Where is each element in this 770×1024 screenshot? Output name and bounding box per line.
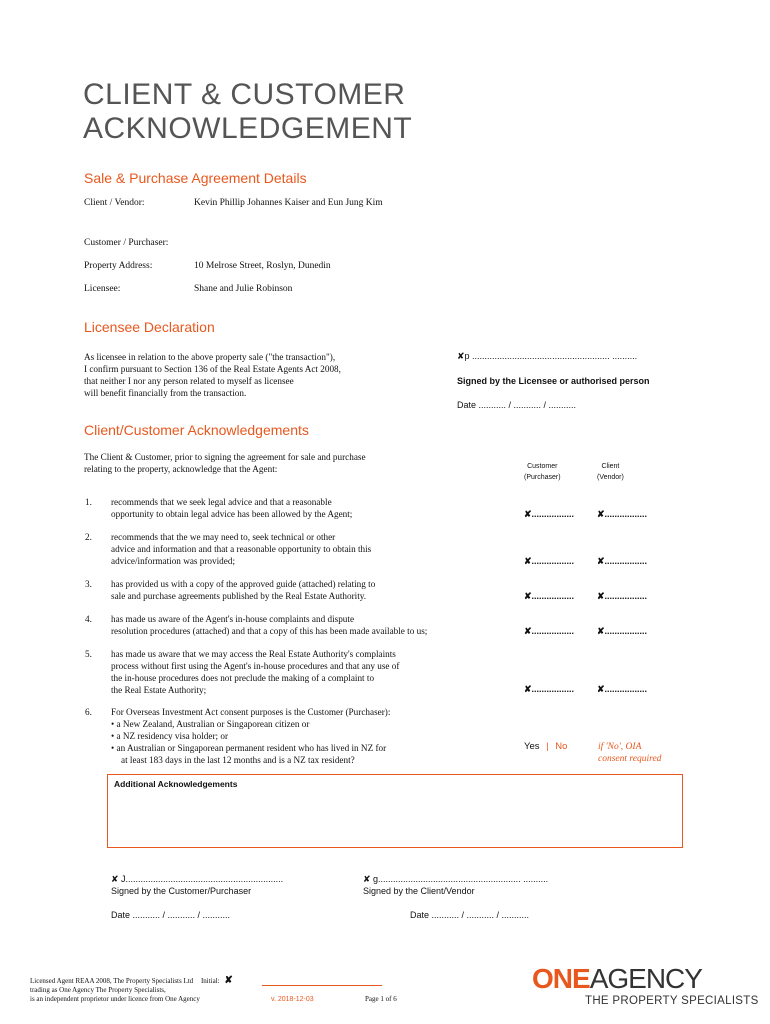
declaration-line-2: I confirm pursuant to Section 136 of the Real Estate Agents Act 2008,	[84, 364, 341, 374]
footer-line-1	[30, 976, 233, 986]
item-5-line-2: process without first using the Agent's in-house procedures and that any use of	[111, 661, 400, 671]
item-3-text	[111, 578, 511, 602]
column-vendor-label: (Vendor)	[597, 474, 624, 481]
item-6-line-2: • a New Zealand, Australian or Singaporean citizen or	[111, 719, 310, 729]
oia-note	[598, 741, 661, 765]
intro-line-1: The Client & Customer, prior to signing the agreement for sale and purchase	[84, 452, 366, 462]
footer-initial-mark[interactable]: ✘	[224, 975, 233, 986]
item-4-line-1: has made us aware of the Agent's in-house complaints and dispute	[111, 614, 355, 624]
client-date-field[interactable]: Date ........... / ........... / ...........	[410, 910, 530, 920]
item-2-customer-sign[interactable]: ✘.................	[524, 556, 575, 566]
licensee-signature-line[interactable]: ✘p ....................................................... ..........	[457, 351, 638, 361]
logo-agency-text: AGENCY	[589, 963, 702, 994]
property-address-value: 10 Melrose Street, Roslyn, Dunedin	[194, 261, 331, 271]
page-title-line-1: CLIENT & CUSTOMER	[83, 78, 406, 111]
declaration-line-4: will benefit financially from the transaction.	[84, 388, 247, 398]
item-1-customer-sign[interactable]: ✘.................	[524, 509, 575, 519]
declaration-heading: Licensee Declaration	[84, 319, 215, 335]
additional-acknowledgements-box[interactable]	[107, 774, 683, 848]
footer-page-number: Page 1 of 6	[365, 995, 397, 1003]
customer-purchaser-label: Customer / Purchaser:	[84, 238, 169, 248]
oia-separator: |	[546, 741, 549, 752]
item-3-line-1: has provided us with a copy of the approved guide (attached) relating to	[111, 579, 376, 589]
client-signed-by-label: Signed by the Client/Vendor	[363, 886, 475, 896]
item-6-line-1: For Overseas Investment Act consent purposes is the Customer (Purchaser):	[111, 707, 391, 717]
item-5-text	[111, 648, 511, 696]
oia-note-line-2: consent required	[598, 754, 662, 764]
item-5-line-3: the in-house procedures does not preclude the making of a complaint to	[111, 673, 375, 683]
item-4-customer-sign[interactable]: ✘.................	[524, 626, 575, 636]
oia-yes-no	[524, 741, 567, 752]
item-1-line-1: recommends that we seek legal advice and that a reasonable	[111, 497, 332, 507]
item-2-number: 2.	[85, 532, 92, 542]
footer-line-2: trading as One Agency The Property Specialists,	[30, 986, 166, 994]
client-vendor-label: Client / Vendor:	[84, 198, 145, 208]
item-6-line-4: • an Australian or Singaporean permanent resident who has lived in NZ for	[111, 743, 387, 753]
footer-version: v. 2018-12-03	[271, 996, 314, 1003]
item-2-line-2: advice and information and that a reasonable opportunity to obtain this	[111, 544, 372, 554]
property-address-label: Property Address:	[84, 261, 153, 271]
item-1-number: 1.	[85, 497, 92, 507]
column-customer-label: Customer	[527, 463, 558, 470]
details-heading: Sale & Purchase Agreement Details	[84, 170, 307, 186]
item-4-client-sign[interactable]: ✘.................	[597, 626, 648, 636]
item-5-customer-sign[interactable]: ✘.................	[524, 684, 575, 694]
column-client-header	[597, 463, 624, 481]
client-signature-line[interactable]: ✘ g......................................................... ..........	[363, 874, 549, 884]
oia-yes-option[interactable]: Yes	[524, 741, 540, 752]
client-vendor-value: Kevin Phillip Johannes Kaiser and Eun Jung Kim	[194, 198, 383, 208]
item-2-text	[111, 531, 511, 567]
item-4-number: 4.	[85, 614, 92, 624]
item-2-client-sign[interactable]: ✘.................	[597, 556, 648, 566]
acknowledgements-intro	[84, 451, 366, 475]
item-3-customer-sign[interactable]: ✘.................	[524, 591, 575, 601]
item-6-number: 6.	[85, 707, 92, 717]
licensee-label: Licensee:	[84, 284, 121, 294]
declaration-line-1: As licensee in relation to the above property sale ("the transaction"),	[84, 352, 336, 362]
declaration-line-3: that neither I nor any person related to myself as licensee	[84, 376, 294, 386]
column-purchaser-label: (Purchaser)	[524, 474, 561, 481]
item-5-line-4: the Real Estate Authority;	[111, 685, 207, 695]
item-3-number: 3.	[85, 579, 92, 589]
additional-acknowledgements-label: Additional Acknowledgements	[114, 779, 238, 789]
column-client-label: Client	[601, 463, 620, 470]
logo-one-text: ONE	[532, 963, 590, 994]
customer-date-field[interactable]: Date ........... / ........... / ...........	[111, 910, 231, 920]
item-6-line-5: at least 183 days in the last 12 months and is a NZ tax resident?	[121, 755, 355, 765]
item-1-text	[111, 496, 511, 520]
footer-line-3: is an independent proprietor under licence from One Agency	[30, 995, 200, 1003]
oia-no-option[interactable]: No	[555, 741, 568, 752]
item-4-line-2: resolution procedures (attached) and that a copy of this has been made available to us;	[111, 626, 428, 636]
initial-underline	[262, 985, 382, 986]
item-6-line-3: • a NZ residency visa holder; or	[111, 731, 229, 741]
oia-note-line-1: if 'No', OIA	[598, 742, 642, 752]
customer-signature-line[interactable]: ✘ J...............................................................	[111, 874, 284, 884]
page-title-line-2: ACKNOWLEDGEMENT	[83, 112, 413, 145]
licensee-value: Shane and Julie Robinson	[194, 284, 293, 294]
customer-signed-by-label: Signed by the Customer/Purchaser	[111, 886, 252, 896]
column-customer-header	[524, 463, 561, 481]
logo-tagline: THE PROPERTY SPECIALISTS	[585, 995, 759, 1007]
item-2-line-3: advice/information was provided;	[111, 556, 235, 566]
item-6-text	[111, 706, 511, 766]
licensee-signed-by-label: Signed by the Licensee or authorised person	[457, 376, 650, 386]
acknowledgements-heading: Client/Customer Acknowledgements	[84, 422, 309, 438]
item-5-line-1: has made us aware that we may access the Real Estate Authority's complaints	[111, 649, 396, 659]
item-5-number: 5.	[85, 649, 92, 659]
intro-line-2: relating to the property, acknowledge that the Agent:	[84, 464, 278, 474]
footer-initial-label: Initial:	[200, 977, 220, 985]
one-agency-logo	[532, 963, 702, 995]
declaration-text	[84, 351, 444, 399]
item-1-line-2: opportunity to obtain legal advice has been allowed by the Agent;	[111, 509, 353, 519]
item-3-line-2: sale and purchase agreements published by the Real Estate Authority.	[111, 591, 367, 601]
item-3-client-sign[interactable]: ✘.................	[597, 591, 648, 601]
footer-license-text	[30, 976, 233, 1004]
item-2-line-1: recommends that the we may need to, seek technical or other	[111, 532, 336, 542]
footer-line-1-text: Licensed Agent REAA 2008, The Property Specialists Ltd	[30, 977, 194, 985]
item-4-text	[111, 613, 516, 637]
item-1-client-sign[interactable]: ✘.................	[597, 509, 648, 519]
item-5-client-sign[interactable]: ✘.................	[597, 684, 648, 694]
licensee-date-field[interactable]: Date ........... / ........... / ...........	[457, 400, 577, 410]
